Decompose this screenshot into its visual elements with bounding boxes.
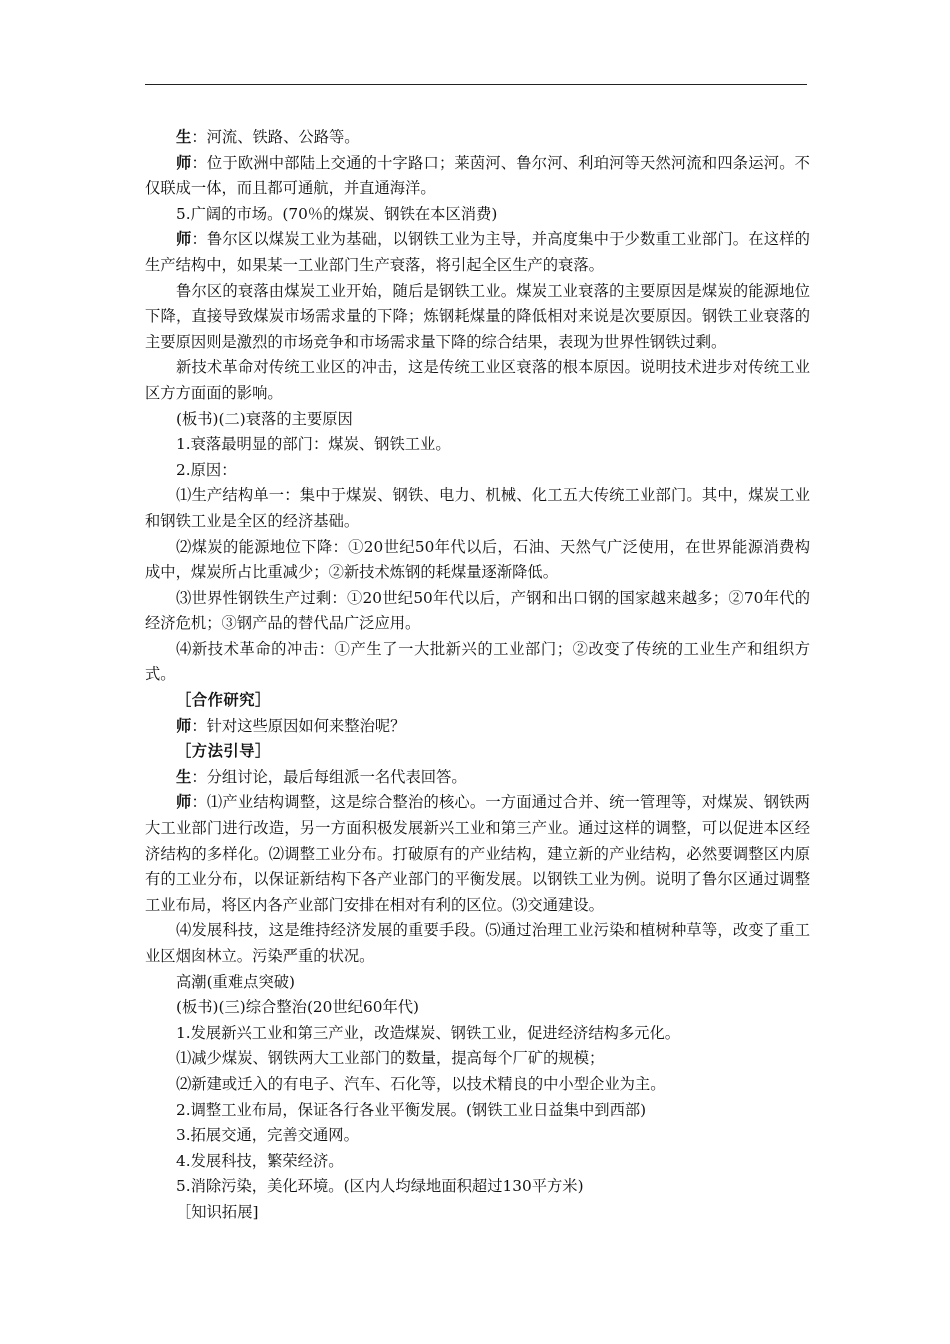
paragraph xyxy=(145,1200,810,1226)
paragraph-text: 鲁尔区的衰落由煤炭工业开始，随后是钢铁工业。煤炭工业衰落的主要原因是煤炭的能源地位下降，直接导致煤炭市场需求量的下降；炼钢耗煤量的降低相对来说是次要原因。钢铁工业衰落的主要原因则是激烈的市场竞争和市场需求量下降的综合结果，表现为世界性钢铁过剩。 xyxy=(145,281,810,351)
paragraph xyxy=(145,1072,810,1098)
document-body xyxy=(145,125,810,1226)
paragraph-text: ：分组讨论，最后每组派一名代表回答。 xyxy=(191,767,467,786)
paragraph-text: 3.拓展交通，完善交通网。 xyxy=(176,1126,359,1145)
paragraph-text: ⑴减少煤炭、钢铁两大工业部门的数量，提高每个厂矿的规模； xyxy=(176,1049,605,1068)
paragraph-text: ⑷发展科技，这是维持经济发展的重要手段。⑸通过治理工业污染和植树种草等，改变了重工业区烟囱林立。污染严重的状况。 xyxy=(145,921,810,965)
paragraph-text: 2.原因： xyxy=(176,460,237,479)
paragraph xyxy=(145,432,810,458)
paragraph-text: 高潮(重难点突破) xyxy=(176,972,296,991)
paragraph xyxy=(145,125,810,151)
paragraph-text: ：⑴产业结构调整，这是综合整治的核心。一方面通过合并、统一管理等，对煤炭、钢铁两大工业部门进行改造，另一方面积极发展新兴工业和第三产业。通过这样的调整，可以促进本区经济结构的多样化。⑵调整工业分布。打破原有的产业结构，建立新的产业结构，必然要调整区内原有的工业分布，以保证新结构下各产业部门的平衡发展。以钢铁工业为例。说明了鲁尔区通过调整工业布局，将区内各产业部门安排在相对有利的区位。⑶交通建设。 xyxy=(145,793,810,914)
paragraph xyxy=(145,151,810,202)
paragraph xyxy=(145,995,810,1021)
speaker-label: 生 xyxy=(176,767,192,786)
paragraph-text: (板书)(三)综合整治(20世纪60年代) xyxy=(176,998,420,1017)
paragraph-text: 2.调整工业布局，保证各行各业平衡发展。(钢铁工业日益集中到西部) xyxy=(176,1100,647,1119)
section-label: ［合作研究］ xyxy=(176,691,271,710)
paragraph xyxy=(145,202,810,228)
paragraph-text: 5.广阔的市场。(70％的煤炭、钢铁在本区消费) xyxy=(176,204,498,223)
paragraph xyxy=(145,586,810,637)
section-label: ［方法引导］ xyxy=(176,742,271,761)
paragraph xyxy=(145,483,810,534)
paragraph-text: ⑴生产结构单一：集中于煤炭、钢铁、电力、机械、化工五大传统工业部门。其中，煤炭工业和钢铁工业是全区的经济基础。 xyxy=(145,486,810,530)
paragraph xyxy=(145,790,810,918)
paragraph xyxy=(145,355,810,406)
paragraph-text: ⑶世界性钢铁生产过剩：①20世纪50年代以后，产钢和出口钢的国家越来越多；②70年代的经济危机；③钢产品的替代品广泛应用。 xyxy=(145,588,810,633)
paragraph xyxy=(145,227,810,278)
paragraph-text: 1.发展新兴工业和第三产业，改造煤炭、钢铁工业，促进经济结构多元化。 xyxy=(176,1023,681,1042)
paragraph xyxy=(145,765,810,791)
paragraph xyxy=(145,637,810,688)
paragraph-text: (板书)(二)衰落的主要原因 xyxy=(176,409,353,428)
speaker-label: 师 xyxy=(176,716,192,735)
paragraph xyxy=(145,970,810,996)
section-heading xyxy=(145,739,810,765)
paragraph-text: 1.衰落最明显的部门：煤炭、钢铁工业。 xyxy=(176,435,451,454)
paragraph-text: 5.消除污染，美化环境。(区内人均绿地面积超过130平方米) xyxy=(176,1177,584,1196)
speaker-label: 生 xyxy=(176,128,192,146)
paragraph xyxy=(145,1149,810,1175)
paragraph-text: 新技术革命对传统工业区的冲击，这是传统工业区衰落的根本原因。说明技术进步对传统工业区方方面面的影响。 xyxy=(145,358,810,402)
paragraph-text: ⑵新建或迁入的有电子、汽车、石化等，以技术精良的中小型企业为主。 xyxy=(176,1074,666,1093)
speaker-label: 师 xyxy=(176,230,192,249)
paragraph-text: ：针对这些原因如何来整治呢？ xyxy=(191,716,406,735)
paragraph-text: ⑵煤炭的能源地位下降：①20世纪50年代以后，石油、天然气广泛使用，在世界能源消费构成中，煤炭所占比重减少；②新技术炼钢的耗煤量逐渐降低。 xyxy=(145,537,810,582)
speaker-label: 师 xyxy=(176,793,192,812)
paragraph xyxy=(145,714,810,740)
paragraph xyxy=(145,1046,810,1072)
paragraph xyxy=(145,407,810,433)
speaker-label: 师 xyxy=(176,153,192,172)
paragraph xyxy=(145,1174,810,1200)
paragraph xyxy=(145,1123,810,1149)
paragraph-text: ：鲁尔区以煤炭工业为基础，以钢铁工业为主导，并高度集中于少数重工业部门。在这样的生产结构中，如果某一工业部门生产衰落，将引起全区生产的衰落。 xyxy=(145,230,810,274)
paragraph xyxy=(145,1098,810,1124)
paragraph-text: ⑷新技术革命的冲击：①产生了一大批新兴的工业部门；②改变了传统的工业生产和组织方式。 xyxy=(145,639,810,684)
paragraph xyxy=(145,1021,810,1047)
paragraph-text: 4.发展科技，繁荣经济。 xyxy=(176,1151,344,1170)
paragraph xyxy=(145,279,810,356)
paragraph xyxy=(145,458,810,484)
paragraph-text: ［知识拓展] xyxy=(176,1202,259,1221)
paragraph xyxy=(145,535,810,586)
header-rule xyxy=(145,84,807,85)
paragraph xyxy=(145,918,810,969)
paragraph-text: ：位于欧洲中部陆上交通的十字路口；莱茵河、鲁尔河、利珀河等天然河流和四条运河。不仅联成一体，而且都可通航，并直通海洋。 xyxy=(145,153,810,198)
paragraph-text: ：河流、铁路、公路等。 xyxy=(191,128,360,146)
section-heading xyxy=(145,688,810,714)
